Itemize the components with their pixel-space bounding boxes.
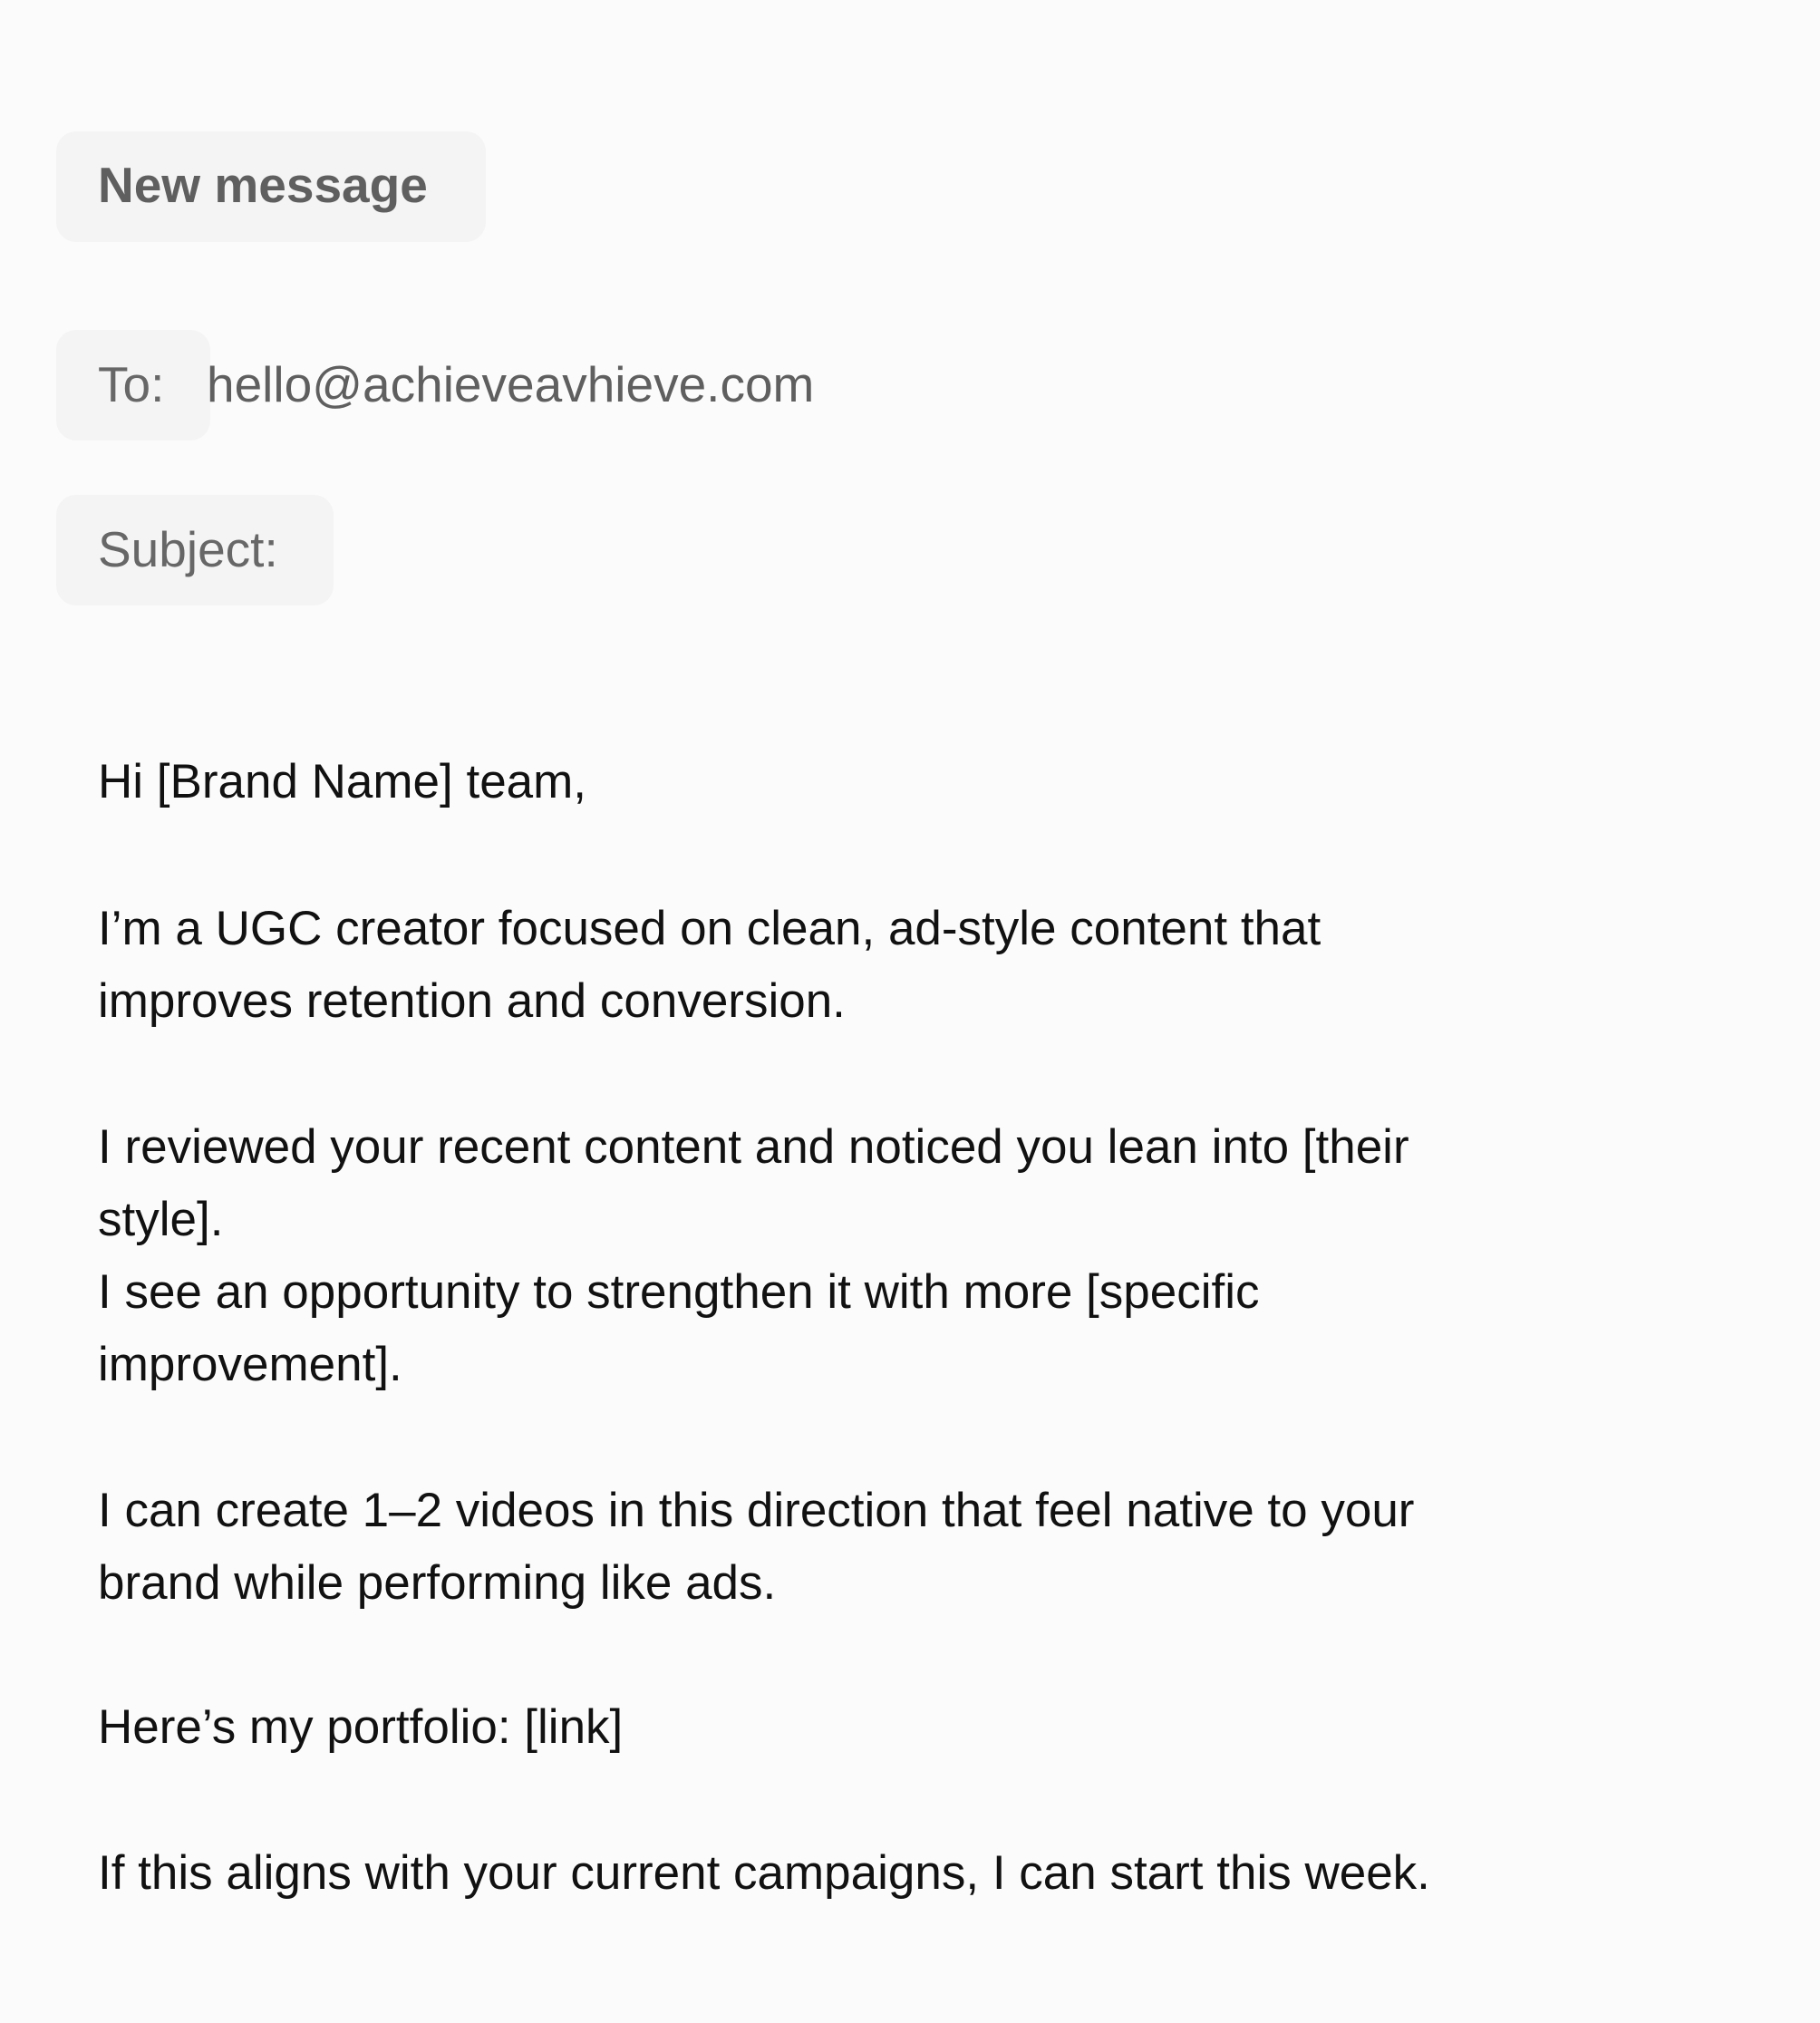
message-line[interactable]: I see an opportunity to strengthen it with more [specific (98, 1265, 1260, 1319)
message-line[interactable]: I can create 1–2 videos in this direction that feel native to your (98, 1484, 1415, 1537)
message-line[interactable]: style]. (98, 1193, 224, 1246)
to-field[interactable]: hello@achieveavhieve.com (207, 356, 815, 412)
message-line[interactable]: If this aligns with your current campaigns, I can start this week. (98, 1846, 1430, 1900)
message-line[interactable]: improves retention and conversion. (98, 974, 846, 1028)
message-line[interactable]: I’m a UGC creator focused on clean, ad-style content that (98, 902, 1321, 955)
subject-label: Subject: (98, 521, 278, 577)
compose-title: New message (98, 157, 428, 213)
to-label: To: (98, 356, 165, 412)
message-line[interactable]: brand while performing like ads. (98, 1556, 777, 1610)
message-line[interactable]: improvement]. (98, 1338, 402, 1391)
message-greeting[interactable]: Hi [Brand Name] team, (98, 755, 587, 808)
message-line[interactable]: Here’s my portfolio: [link] (98, 1700, 624, 1754)
message-line[interactable]: I reviewed your recent content and noticed you lean into [their (98, 1120, 1409, 1174)
